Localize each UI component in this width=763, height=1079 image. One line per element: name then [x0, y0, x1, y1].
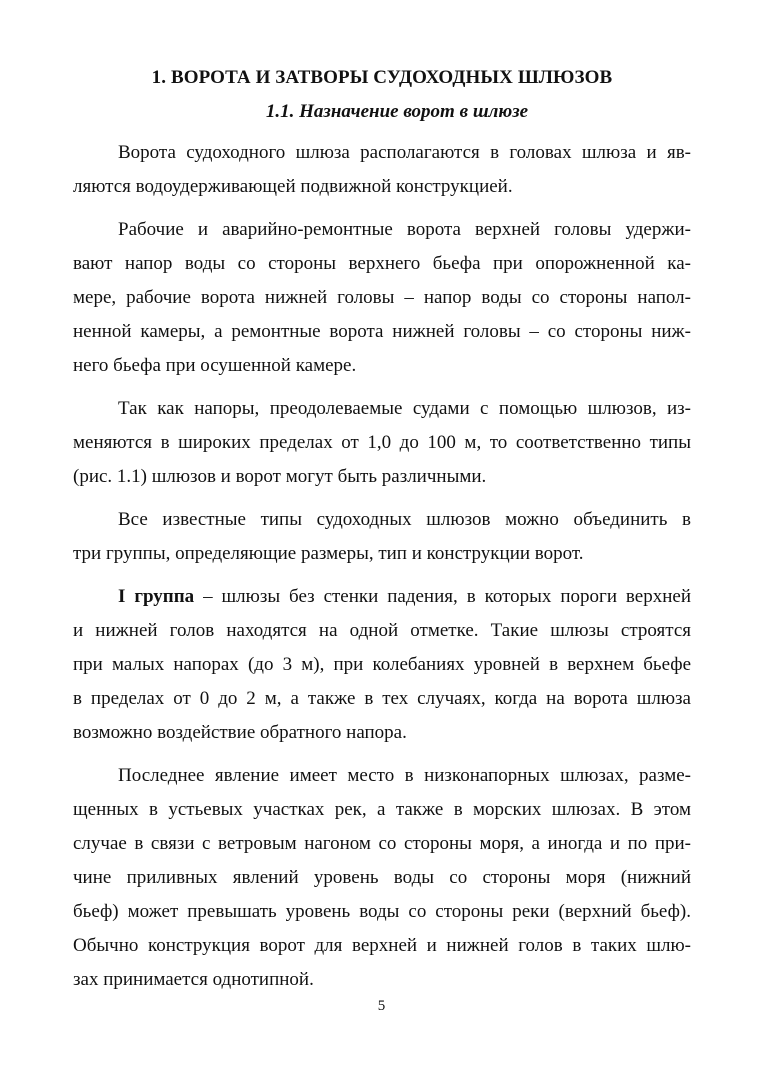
text-line: случае в связи с ветровым нагоном со стороны моря, а иногда и по при-: [73, 833, 691, 854]
paragraph-1: [73, 136, 691, 204]
text-line: него бьефа при осушенной камере.: [73, 355, 357, 376]
text-line: Последнее явление имеет место в низконапорных шлюзах, разме-: [118, 765, 691, 786]
text-line: мере, рабочие ворота нижней головы – напор воды со стороны напол-: [73, 287, 691, 308]
page-number: 5: [377, 998, 386, 1014]
text-line: Все известные типы судоходных шлюзов можно объединить в: [118, 509, 691, 530]
text-line: зах принимается однотипной.: [73, 969, 314, 990]
text-line: в пределах от 0 до 2 м, а также в тех случаях, когда на ворота шлюза: [73, 688, 691, 709]
text-line: Так как напоры, преодолеваемые судами с помощью шлюзов, из-: [118, 398, 691, 419]
paragraph-6: [73, 759, 691, 997]
text-line: (рис. 1.1) шлюзов и ворот могут быть различными.: [73, 466, 487, 487]
body-text: [73, 136, 691, 997]
text-line: возможно воздействие обратного напора.: [73, 722, 407, 743]
text-line: щенных в устьевых участках рек, а также в морских шлюзах. В этом: [73, 799, 691, 820]
chapter-title: 1. ВОРОТА И ЗАТВОРЫ СУДОХОДНЫХ ШЛЮЗОВ: [151, 67, 613, 88]
text-line: и нижней голов находятся на одной отметке. Такие шлюзы строятся: [73, 620, 691, 641]
text-line: вают напор воды со стороны верхнего бьефа при опорожненной ка-: [73, 253, 691, 274]
paragraph-5: [73, 580, 691, 750]
text-line: Рабочие и аварийно-ремонтные ворота верхней головы удержи-: [118, 219, 691, 240]
text-line: меняются в широких пределах от 1,0 до 100 м, то соответственно типы: [73, 432, 691, 453]
paragraph-4: [73, 503, 691, 571]
text-line: Ворота судоходного шлюза располагаются в головах шлюза и яв-: [118, 142, 691, 163]
text-line: ляются водоудерживающей подвижной конструкцией.: [73, 176, 513, 197]
document-page: [73, 66, 691, 1006]
group-label: I группа: [118, 586, 195, 607]
paragraph-2: [73, 213, 691, 383]
text-fragment: – шлюзы без стенки падения, в которых пороги верхней: [194, 586, 691, 607]
paragraph-3: [73, 392, 691, 494]
text-line: чине приливных явлений уровень воды со стороны моря (нижний: [73, 867, 691, 888]
text-line: Обычно конструкция ворот для верхней и нижней голов в таких шлю-: [73, 935, 691, 956]
text-line: бьеф) может превышать уровень воды со стороны реки (верхний бьеф).: [73, 901, 691, 922]
text-line: ненной камеры, а ремонтные ворота нижней головы – со стороны ниж-: [73, 321, 691, 342]
section-title: 1.1. Назначение ворот в шлюзе: [265, 101, 529, 122]
text-line: [73, 580, 691, 614]
text-line: при малых напорах (до 3 м), при колебаниях уровней в верхнем бьефе: [73, 654, 691, 675]
text-line: три группы, определяющие размеры, тип и конструкции ворот.: [73, 543, 584, 564]
